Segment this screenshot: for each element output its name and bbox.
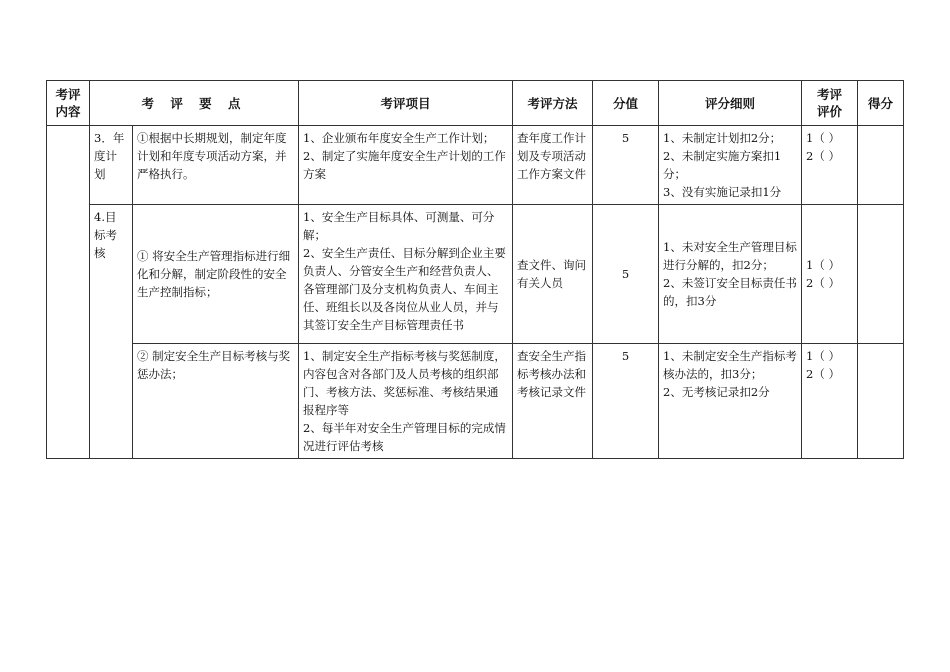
table-row bbox=[47, 126, 904, 205]
header-score: 分值 bbox=[593, 81, 659, 126]
rating-option: 2（ ） bbox=[806, 276, 840, 290]
header-result: 得分 bbox=[858, 81, 904, 126]
items-cell: 1、制定安全生产指标考核与奖惩制度，内容包含对各部门及人员考核的组织部门、考核方法、奖惩标准、考核结果通报程序等 2、每半年对安全生产管理目标的完成情况进行评估考核 bbox=[299, 344, 513, 459]
details-cell: 1、未制定计划扣2分； 2、未制定实施方案扣1分； 3、没有实施记录扣1分 bbox=[659, 126, 802, 205]
point-cell: ② 制定安全生产目标考核与奖惩办法； bbox=[133, 344, 299, 459]
details-cell: 1、未对安全生产管理目标进行分解的，扣2分； 2、未签订安全目标责任书的，扣3分 bbox=[659, 205, 802, 344]
header-content: 考评 内容 bbox=[47, 81, 90, 126]
evaluation-table bbox=[46, 80, 904, 459]
rating-option: 1（ ） bbox=[806, 258, 840, 272]
rating-cell bbox=[802, 344, 858, 459]
rating-option: 2（ ） bbox=[806, 149, 840, 163]
rating-option: 1（ ） bbox=[806, 131, 840, 145]
rating-option: 2（ ） bbox=[806, 367, 840, 381]
category-cell: 3．年 度计 划 bbox=[90, 126, 133, 205]
header-rating: 考评 评价 bbox=[802, 81, 858, 126]
table-row bbox=[47, 205, 904, 344]
method-cell: 查文件、询问有关人员 bbox=[513, 205, 593, 344]
header-points: 考 评 要 点 bbox=[90, 81, 299, 126]
score-cell: 5 bbox=[593, 344, 659, 459]
header-method: 考评方法 bbox=[513, 81, 593, 126]
category-cell: 4.目 标考 核 bbox=[90, 205, 133, 459]
result-cell bbox=[858, 126, 904, 205]
method-cell: 查安全生产指标考核办法和考核记录文件 bbox=[513, 344, 593, 459]
rating-cell bbox=[802, 205, 858, 344]
rating-cell bbox=[802, 126, 858, 205]
score-cell: 5 bbox=[593, 205, 659, 344]
result-cell bbox=[858, 344, 904, 459]
header-row bbox=[47, 81, 904, 126]
score-cell: 5 bbox=[593, 126, 659, 205]
header-details: 评分细则 bbox=[659, 81, 802, 126]
items-cell: 1、企业颁布年度安全生产工作计划； 2、制定了实施年度安全生产计划的工作方案 bbox=[299, 126, 513, 205]
point-cell: ①根据中长期规划，制定年度计划和年度专项活动方案，并严格执行。 bbox=[133, 126, 299, 205]
table-row bbox=[47, 344, 904, 459]
rating-option: 1（ ） bbox=[806, 349, 840, 363]
header-items: 考评项目 bbox=[299, 81, 513, 126]
details-cell: 1、未制定安全生产指标考核办法的，扣3分； 2、无考核记录扣2分 bbox=[659, 344, 802, 459]
point-cell: ① 将安全生产管理指标进行细化和分解，制定阶段性的安全生产控制指标； bbox=[133, 205, 299, 344]
method-cell: 查年度工作计划及专项活动工作方案文件 bbox=[513, 126, 593, 205]
result-cell bbox=[858, 205, 904, 344]
content-cell bbox=[47, 126, 90, 459]
items-cell: 1、安全生产目标具体、可测量、可分解； 2、安全生产责任、目标分解到企业主要负责人、分管安全生产和经营负责人、各管理部门及分支机构负责人、车间主任、班组长以及各岗位从业人员，并与其签订安全生产目标管理责任书 bbox=[299, 205, 513, 344]
